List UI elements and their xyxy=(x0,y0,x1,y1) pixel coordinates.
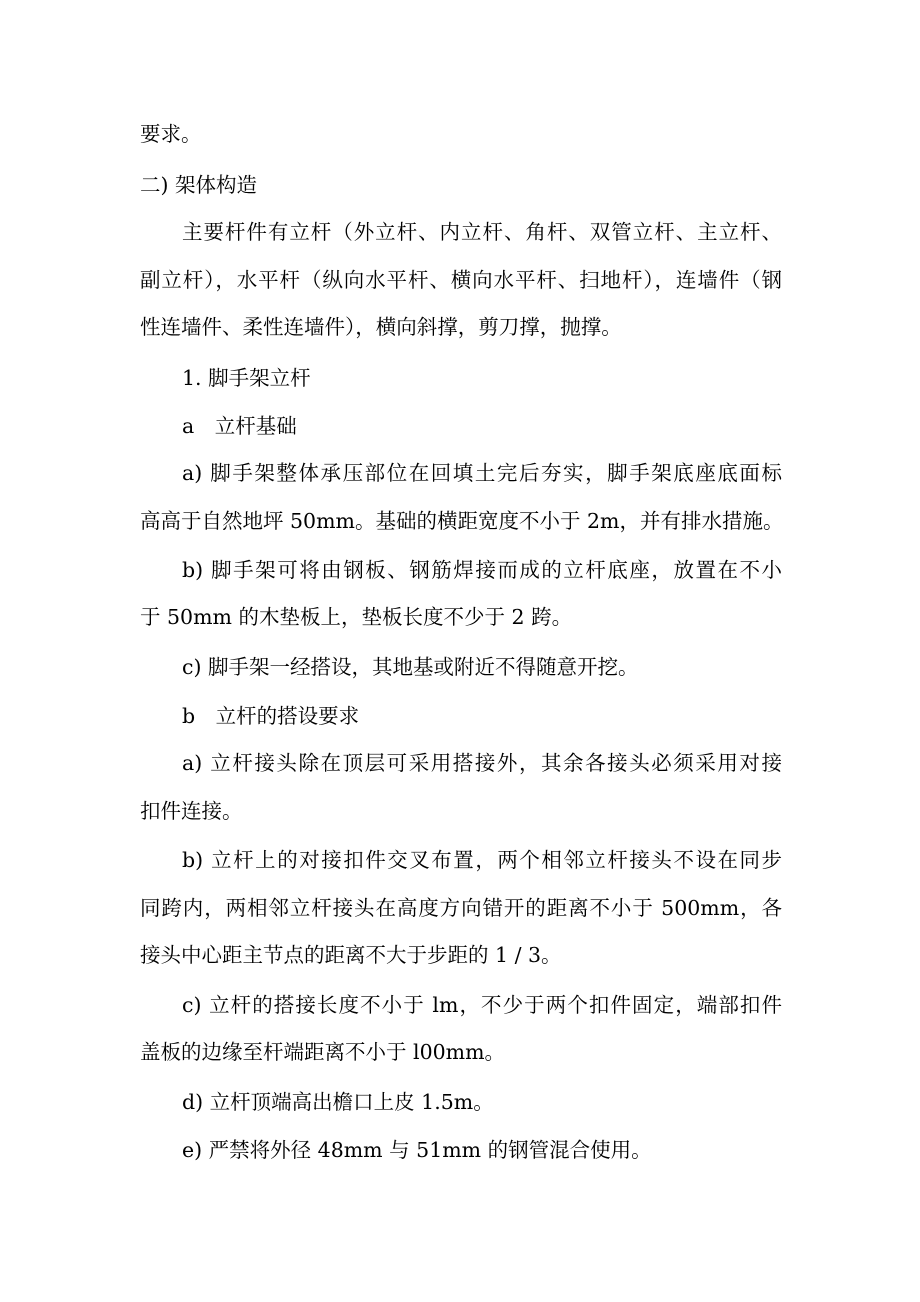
subheading-scaffold-pole: 1. 脚手架立杆 xyxy=(182,366,311,390)
paragraph-line-12: c) 脚手架一经搭设，其地基或附近不得随意开挖。 xyxy=(182,655,639,679)
subheading-pole-erection: b 立杆的搭设要求 xyxy=(182,704,360,728)
paragraph-line-10: b) 脚手架可将由钢板、钢筋焊接而成的立杆底座，放置在不小 xyxy=(182,558,782,582)
paragraph-line-9: 高高于自然地坪 50mm。基础的横距宽度不小于 2m，并有排水措施。 xyxy=(140,509,784,533)
paragraph-line-3: 主要杆件有立杆（外立杆、内立杆、角杆、双管立杆、主立杆、 xyxy=(182,220,782,244)
paragraph-line-20: 盖板的边缘至杆端距离不小于 l00mm。 xyxy=(140,1040,506,1064)
paragraph-line-18: 接头中心距主节点的距离不大于步距的 1 / 3。 xyxy=(140,943,562,967)
paragraph-line-21: d) 立杆顶端高出檐口上皮 1.5m。 xyxy=(182,1090,494,1114)
paragraph-line-5: 性连墙件、柔性连墙件），横向斜撑，剪刀撑，抛撑。 xyxy=(140,315,622,339)
section-heading-structure: 二) 架体构造 xyxy=(140,173,258,197)
paragraph-line-4: 副立杆），水平杆（纵向水平杆、横向水平杆、扫地杆），连墙件（钢 xyxy=(140,268,782,292)
paragraph-line-19: c) 立杆的搭接长度不小于 lm，不少于两个扣件固定，端部扣件 xyxy=(182,993,782,1017)
paragraph-line-15: 扣件连接。 xyxy=(140,799,243,823)
paragraph-line-17: 同跨内，两相邻立杆接头在高度方向错开的距离不小于 500mm，各 xyxy=(140,896,782,920)
paragraph-line-14: a) 立杆接头除在顶层可采用搭接外，其余各接头必须采用对接 xyxy=(182,751,782,775)
paragraph-line-8: a) 脚手架整体承压部位在回填土完后夯实，脚手架底座底面标 xyxy=(182,461,782,485)
subheading-pole-foundation: a 立杆基础 xyxy=(182,414,297,438)
paragraph-line-11: 于 50mm 的木垫板上，垫板长度不少于 2 跨。 xyxy=(140,605,573,629)
paragraph-line-1: 要求。 xyxy=(140,122,202,146)
paragraph-line-22: e) 严禁将外径 48mm 与 51mm 的钢管混合使用。 xyxy=(182,1138,652,1162)
paragraph-line-16: b) 立杆上的对接扣件交叉布置，两个相邻立杆接头不设在同步 xyxy=(182,848,782,872)
